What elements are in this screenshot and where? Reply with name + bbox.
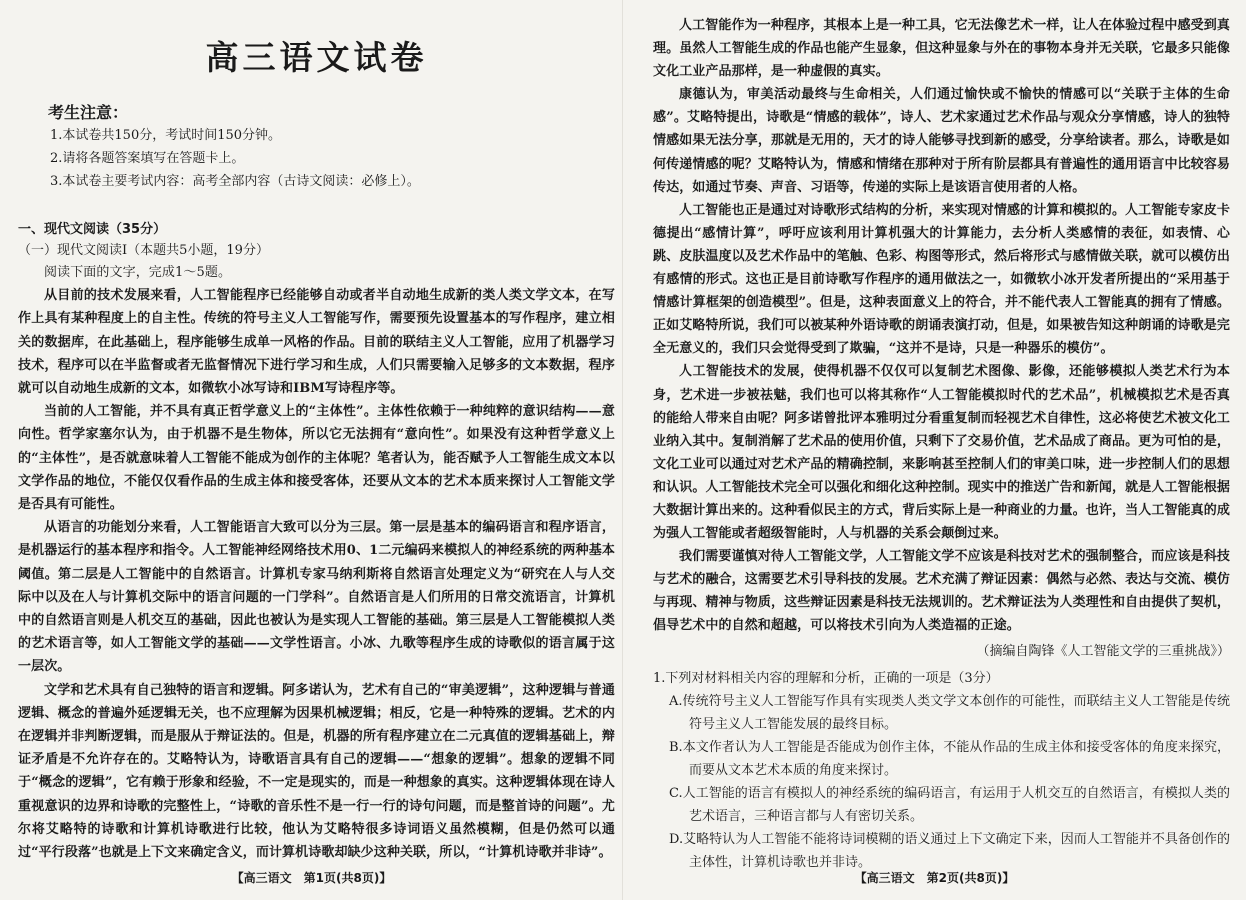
passage-paragraph: 人工智能作为一种程序，其根本上是一种工具，它无法像艺术一样，让人在体验过程中感受到真理。虽然人工智能生成的作品也能产生显象，但这种显象与外在的事物本身并无关联，它最多只能像文化工业产品那样，是一种虚假的真实。: [653, 18, 1230, 80]
subsection-heading: （一）现代文阅读Ⅰ（本题共5小题，19分）: [18, 243, 269, 258]
option-b: B.本文作者认为人工智能是否能成为创作主体，不能从作品的生成主体和接受客体的角度来探究，而要从文本艺术本质的角度来探讨。: [669, 739, 1230, 778]
passage-paragraph: 人工智能也正是通过对诗歌形式结构的分析，来实现对情感的计算和模拟的。人工智能专家皮卡德提出“感情计算”，呼吁应该利用计算机强大的计算能力，去分析人类感情的表征，如表情、心跳、皮肤温度以及艺术作品中的笔触、色彩、构图等形式，然后将形式与感情做关联，就可以模仿出有感情的形式。这也正是目前诗歌写作程序的通用做法之一，如微软小冰开发者所提出的“采用基于情感计算框架的创造模型”。但是，这种表面意义上的符合，并不能代表人工智能真的拥有了情感。正如艾略特所说，我们可以被某种外语诗歌的朗诵表演打动，但是，如果被告知这种朗诵的诗歌是完全无意义的，我们只会觉得受到了欺骗，“这并不是诗，只是一种器乐的模仿”。: [653, 202, 1230, 357]
page-footer: 【高三语文 第1页(共8页)】: [231, 871, 392, 885]
page-right: [623, 0, 1246, 900]
instruction: 阅读下面的文字，完成1～5题。: [44, 265, 232, 280]
source-citation: （摘编自陶锋《人工智能文学的三重挑战》）: [976, 643, 1230, 659]
notice-heading: 考生注意：: [48, 103, 129, 122]
question-1: 1.下列对材料相关内容的理解和分析，正确的一项是（3分）: [653, 670, 999, 686]
exam-notice: [48, 102, 615, 193]
page-title: 高三语文试卷: [205, 38, 428, 77]
passage-paragraph: 我们需要谨慎对待人工智能文学，人工智能文学不应该是科技对艺术的强制整合，而应该是科技与艺术的融合，这需要艺术引导科技的发展。艺术充满了辩证因素：偶然与必然、表达与交流、模仿与再现、精神与物质，这些辩证因素是科技无法规训的。艺术辩证法为人类理性和自由提供了契机，倡导艺术中的自然和超越，可以将技术引向为人类造福的正途。: [653, 549, 1230, 634]
page-footer: 【高三语文 第2页(共8页)】: [854, 871, 1015, 885]
notice-item: 3.本试卷主要考试内容：高考全部内容（古诗文阅读：必修上）。: [50, 174, 420, 189]
option-d: D.艾略特认为人工智能不能将诗词模糊的语义通过上下文确定下来，因而人工智能并不具备创作的主体性，计算机诗歌也并非诗。: [669, 831, 1230, 870]
option-a: A.传统符号主义人工智能写作具有实现类人类文学文本创作的可能性，而联结主义人工智能是传统符号主义人工智能发展的最终目标。: [669, 693, 1230, 732]
passage-paragraph: 康德认为，审美活动最终与生命相关，人们通过愉快或不愉快的情感可以“关联于主体的生命感”。艾略特提出，诗歌是“情感的载体”，诗人、艺术家通过艺术作品与观众分享情感，诗人的独特情感如果无法分享，那就是无用的，天才的诗人能够寻找到新的感受，分享给读者。那么，诗歌是如何传递情感的呢？艾略特认为，情感和情绪在那种对于所有阶层都具有普遍性的通用语言中比较容易传达，如通过节奏、声音、习语等，传递的实际上是该语言使用者的人格。: [653, 87, 1230, 195]
section-heading: 一、现代文阅读（35分）: [18, 222, 167, 237]
option-c: C.人工智能的语言有模拟人的神经系统的编码语言，有运用于人机交互的自然语言，有模拟人类的艺术语言，三种语言都与人有密切关系。: [669, 785, 1230, 824]
passage-paragraph: 人工智能技术的发展，使得机器不仅仅可以复制艺术图像、影像，还能够模拟人类艺术行为本身，艺术进一步被祛魅，我们也可以将其称作“人工智能模拟时代的艺术品”，机械模拟艺术是否真的能给人带来自由呢？阿多诺曾批评本雅明过分看重复制而轻视艺术自律性，这必将使艺术被文化工业纳入其中。复制消解了艺术品的使用价值，只剩下了交易价值，艺术品成了商品。更为可怕的是，文化工业可以通过对艺术产品的精确控制，来影响甚至控制人们的审美口味，进一步控制人们的思想和认识。人工智能技术完全可以强化和细化这种控制。现实中的推送广告和新闻，就是人工智能根据大数据计算出来的。这种看似民主的方式，背后实际上是一种商业的力量。也许，当人工智能真的成为强人工智能或者超级智能时，人与机器的关系会颠倒过来。: [653, 364, 1230, 542]
passage-paragraph: 从目前的技术发展来看，人工智能程序已经能够自动或者半自动地生成新的类人类文学文本，在写作上具有某种程度上的自主性。传统的符号主义人工智能写作，需要预先设置基本的写作程序，建立相关的数据库，在此基础上，程序能够生成单一风格的作品。目前的联结主义人工智能，应用了机器学习技术，程序可以在半监督或者无监督情况下进行学习和生成，人们只需要输入足够多的文本数据，程序就可以自动地生成新的文本，如微软小冰写诗和IBM写诗程序等。: [18, 288, 615, 397]
passage-paragraph: 当前的人工智能，并不具有真正哲学意义上的“主体性”。主体性依赖于一种纯粹的意识结构——意向性。哲学家塞尔认为，由于机器不是生物体，所以它无法拥有“意向性”。如果没有这种哲学意义上的“主体性”，是否就意味着人工智能不能成为创作的主体呢？笔者认为，能否赋予人工智能生成文本以文学作品的地位，不能仅仅看作品的生成主体和接受客体，还要从文本的艺术本质来探讨人工智能文学是否具有可能性。: [18, 404, 615, 513]
notice-item: 2.请将各题答案填写在答题卡上。: [50, 151, 245, 166]
notice-item: 1.本试卷共150分，考试时间150分钟。: [50, 128, 282, 143]
passage-paragraph: 文学和艺术具有自己独特的语言和逻辑。阿多诺认为，艺术有自己的“审美逻辑”，这种逻辑与普通逻辑、概念的普遍外延逻辑无关，也不应理解为因果机械逻辑；相反，它是一种特殊的逻辑。艺术的内在逻辑并非判断逻辑，而是服从于辩证法的。但是，机器的所有程序建立在二元真值的逻辑基础上，辩证矛盾是不允许存在的。艾略特认为，诗歌语言具有自己的逻辑——“想象的逻辑”。想象的逻辑不同于“概念的逻辑”，它有赖于形象和经验，不一定是现实的，而是一种想象的真实。这种逻辑体现在诗人重视意识的边界和诗歌的完整性上，“诗歌的音乐性不是一行一行的诗句问题，而是整首诗的问题”。尤尔将艾略特的诗歌和计算机诗歌进行比较，他认为艾略特很多诗词语义虽然模糊，但是仍然可以通过“平行段落”也就是上下文来确定含义，而计算机诗歌却缺少这种关联，所以，“计算机诗歌并非诗”。: [18, 682, 615, 861]
passage-paragraph: 从语言的功能划分来看，人工智能语言大致可以分为三层。第一层是基本的编码语言和程序语言，是机器运行的基本程序和指令。人工智能神经网络技术用0、1二元编码来模拟人的神经系统的两种基本阈值。第二层是人工智能中的自然语言。计算机专家马纳利斯将自然语言处理定义为“研究在人与人交际中以及在人与计算机交际中的语言问题的一门学科”。自然语言是人们所用的日常交流语言，计算机中的自然语言则是人机交互的基础，因此也被认为是实现人工智能的基础。第三层是人工智能模拟人类的艺术语言等，如人工智能文学的基础——文学性语言。小冰、九歌等程序生成的诗歌似的语言属于这一层次。: [18, 520, 615, 675]
